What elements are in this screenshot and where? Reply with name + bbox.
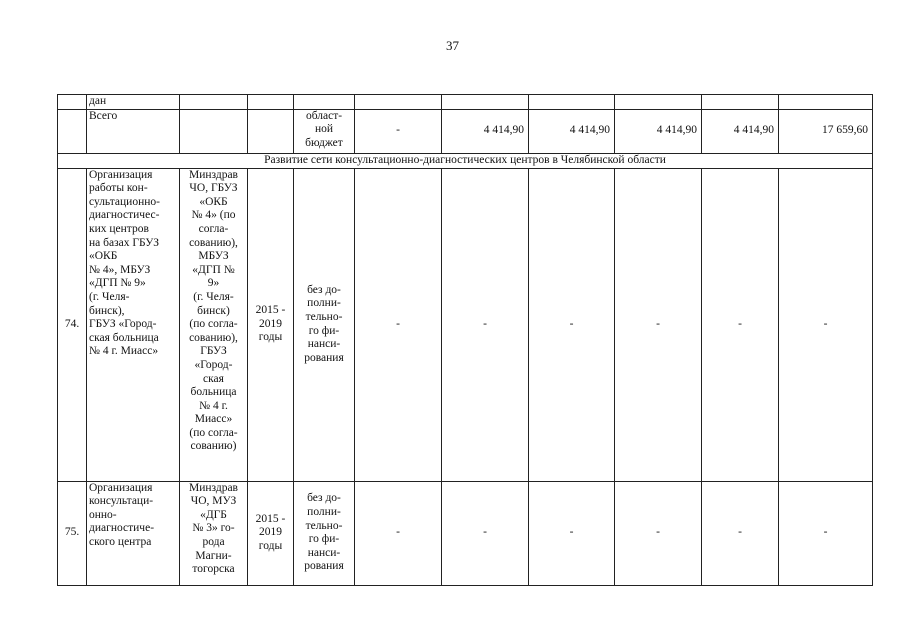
row-source: без до- полни- тельно- го фи- нанси- рования xyxy=(294,481,355,585)
page-number: 37 xyxy=(446,38,459,53)
row-value: - xyxy=(442,481,529,585)
table-row xyxy=(58,168,873,481)
cell-number xyxy=(58,109,87,153)
row-value: - xyxy=(529,481,615,585)
row-value: - xyxy=(615,168,702,481)
total-value: 4 414,90 xyxy=(702,109,779,153)
table-row xyxy=(58,481,873,585)
row-name: Организация работы кон- сультационно- диагностичес- ких центров на базах ГБУЗ «ОКБ № 4», МБУЗ «ДГП № 9» (г. Челя- бинск), ГБУЗ «Город- ская больница № 4 г. Миасс» xyxy=(87,168,180,481)
total-value: 4 414,90 xyxy=(442,109,529,153)
row-period: 2015 - 2019 годы xyxy=(248,481,294,585)
row-source: без до- полни- тельно- го фи- нанси- рования xyxy=(294,168,355,481)
continued-row xyxy=(58,95,873,110)
continued-text: дан xyxy=(87,95,180,110)
row-value: - xyxy=(529,168,615,481)
total-source: област- ной бюджет xyxy=(294,109,355,153)
row-number: 75. xyxy=(58,481,87,585)
row-value: - xyxy=(702,481,779,585)
row-value: - xyxy=(779,481,873,585)
row-value: - xyxy=(442,168,529,481)
cell-number xyxy=(58,95,87,110)
row-value: - xyxy=(702,168,779,481)
total-row xyxy=(58,109,873,153)
total-value: - xyxy=(355,109,442,153)
total-value: 17 659,60 xyxy=(779,109,873,153)
row-value: - xyxy=(615,481,702,585)
row-period: 2015 - 2019 годы xyxy=(248,168,294,481)
total-value: 4 414,90 xyxy=(529,109,615,153)
total-label: Всего xyxy=(87,109,180,153)
program-table xyxy=(57,94,873,586)
row-number: 74. xyxy=(58,168,87,481)
row-executor: Минздрав ЧО, ГБУЗ «ОКБ № 4» (по согла- сованию), МБУЗ «ДГП № 9» (г. Челя- бинск) (по согла- сованию), ГБУЗ «Город- ская больница № 4 г. Миасс» (по согла- сованию) xyxy=(180,168,248,481)
row-value: - xyxy=(355,168,442,481)
section-row xyxy=(58,153,873,168)
row-name: Организация консультаци- онно- диагностиче- ского центра xyxy=(87,481,180,585)
total-value: 4 414,90 xyxy=(615,109,702,153)
row-executor: Минздрав ЧО, МУЗ «ДГБ № 3» го- рода Магни- тогорска xyxy=(180,481,248,585)
row-value: - xyxy=(355,481,442,585)
row-value: - xyxy=(779,168,873,481)
section-title: Развитие сети консультационно-диагностических центров в Челябинской области xyxy=(58,153,873,168)
